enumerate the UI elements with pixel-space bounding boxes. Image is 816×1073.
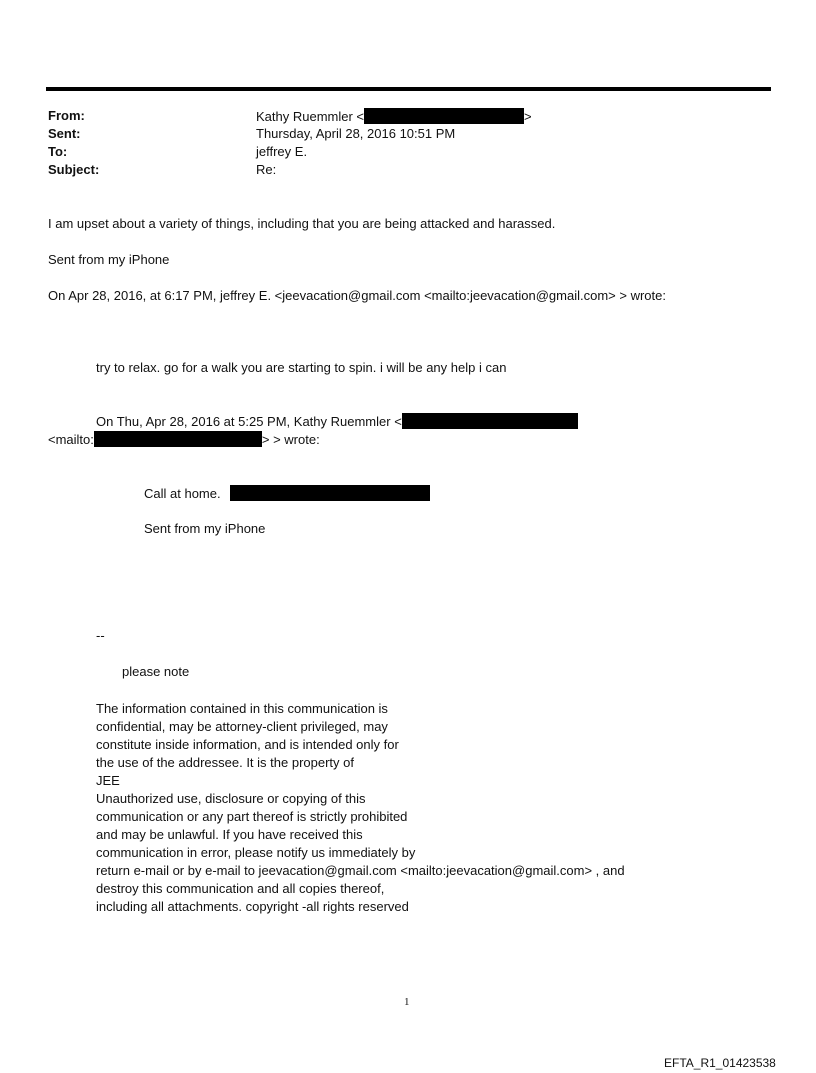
disclaimer: [96, 700, 625, 916]
to-label: To:: [48, 144, 68, 159]
signature-2: Sent from my iPhone: [144, 521, 266, 536]
disclaimer-line: Unauthorized use, disclosure or copying of this: [96, 791, 366, 806]
call-line: [144, 485, 430, 501]
subject-label: Subject:: [48, 162, 100, 177]
disclaimer-line: JEE: [96, 773, 120, 788]
disclaimer-line: return e-mail or by e-mail to jeevacation@gmail.com <mailto:jeevacation@gmail.com> , and: [96, 863, 625, 878]
disclaimer-line: and may be unlawful. If you have received this: [96, 827, 363, 842]
mailto-prefix: <mailto:: [48, 432, 94, 447]
redaction-box: [364, 108, 524, 124]
from-name: Kathy Ruemmler <: [256, 109, 365, 124]
reply-text: try to relax. go for a walk you are starting to spin. i will be any help i can: [96, 360, 507, 375]
sent-label: Sent:: [48, 126, 81, 141]
from-value: [256, 108, 532, 124]
call-text: Call at home.: [144, 486, 221, 501]
mailto-suffix: > > wrote:: [261, 432, 320, 447]
to-value: jeffrey E.: [256, 144, 308, 159]
quote-header: On Apr 28, 2016, at 6:17 PM, jeffrey E. <jeevacation@gmail.com <mailto:jeevacation@gmail.com> > wrote:: [48, 288, 666, 303]
page-number: 1: [404, 996, 410, 1008]
quote-header-2-mailto: [48, 431, 320, 447]
separator-dashes: --: [96, 628, 105, 643]
document-id: EFTA_R1_01423538: [664, 1056, 776, 1070]
quote-header-2: [96, 413, 578, 429]
header-rule: [46, 87, 771, 91]
body-line: I am upset about a variety of things, including that you are being attacked and harassed.: [48, 216, 556, 231]
signature: Sent from my iPhone: [48, 252, 170, 267]
redaction-box: [94, 431, 262, 447]
please-note: please note: [122, 664, 190, 679]
subject-value: Re:: [256, 162, 277, 177]
disclaimer-line: including all attachments. copyright -all rights reserved: [96, 899, 409, 914]
quote-header-2-text: On Thu, Apr 28, 2016 at 5:25 PM, Kathy Ruemmler <: [96, 414, 402, 429]
sent-value: Thursday, April 28, 2016 10:51 PM: [256, 126, 456, 141]
disclaimer-line: constitute inside information, and is intended only for: [96, 737, 399, 752]
disclaimer-line: destroy this communication and all copies thereof,: [96, 881, 385, 896]
disclaimer-line: communication or any part thereof is strictly prohibited: [96, 809, 408, 824]
disclaimer-line: confidential, may be attorney-client privileged, may: [96, 719, 388, 734]
from-close: >: [524, 109, 532, 124]
disclaimer-line: The information contained in this communication is: [96, 701, 388, 716]
disclaimer-line: communication in error, please notify us immediately by: [96, 845, 416, 860]
from-label: From:: [48, 108, 85, 123]
disclaimer-line: the use of the addressee. It is the property of: [96, 755, 354, 770]
redaction-box: [402, 413, 578, 429]
redaction-box: [230, 485, 430, 501]
